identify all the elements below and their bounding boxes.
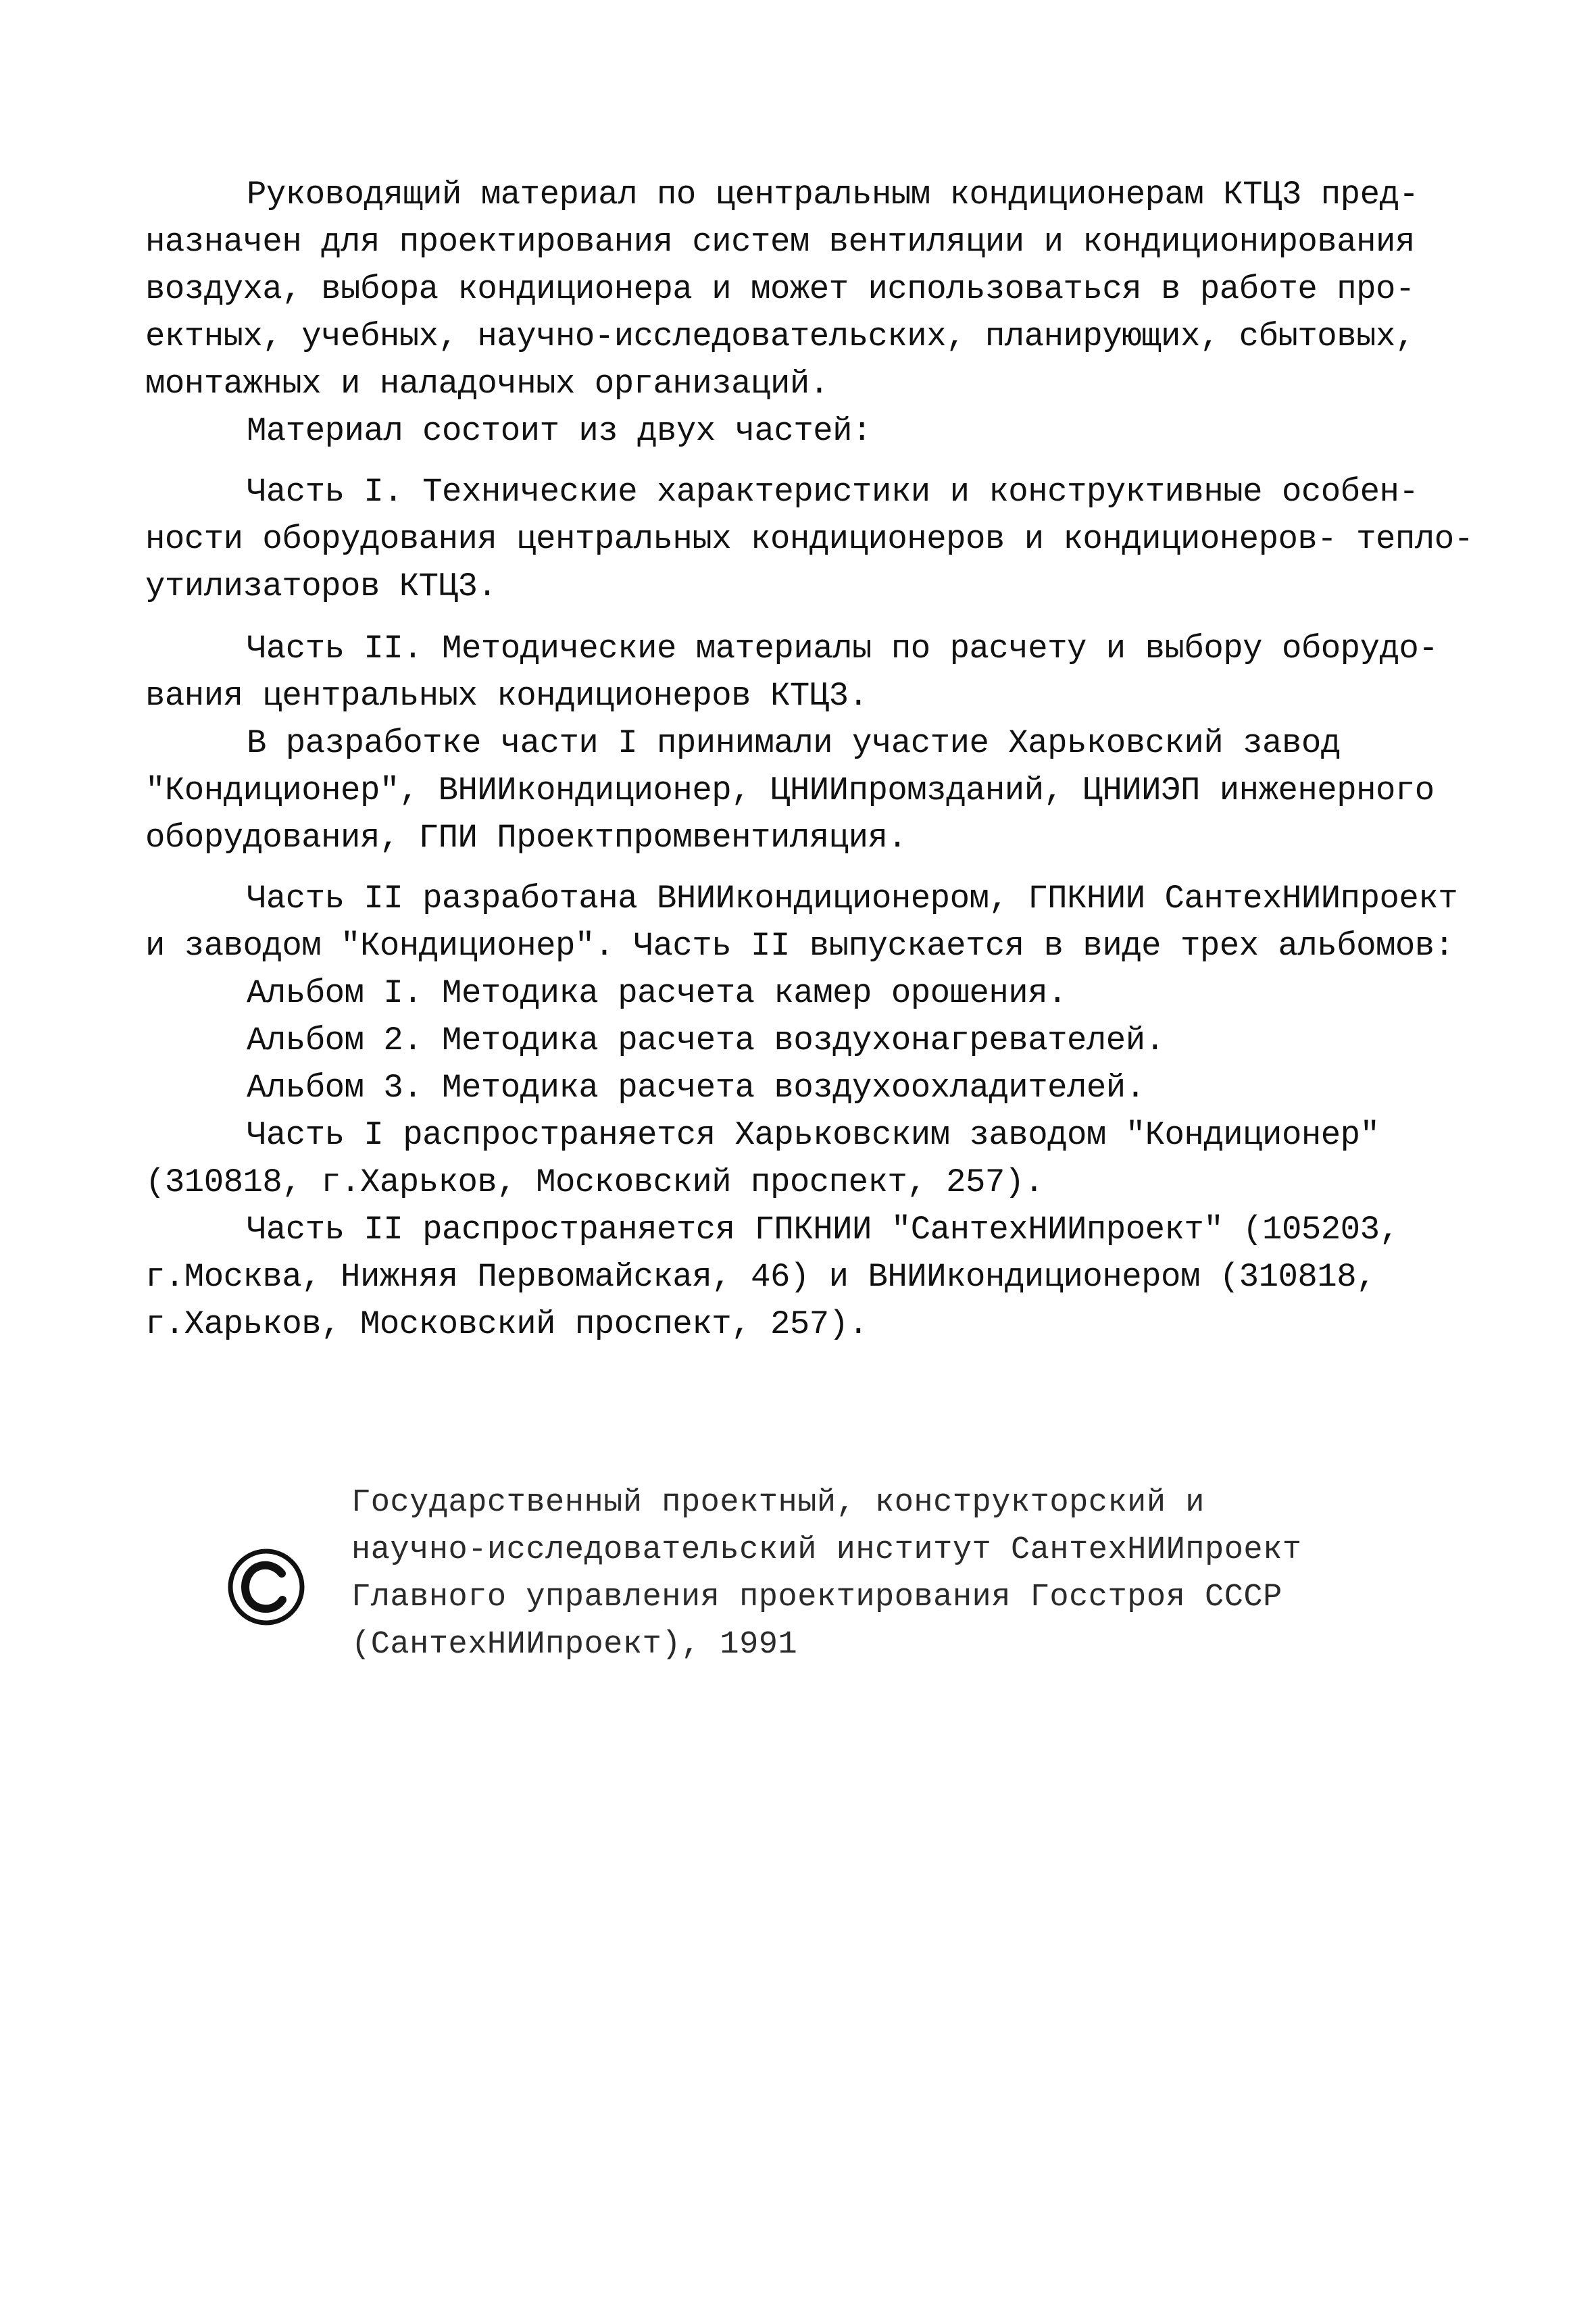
text-line: (310818, г.Харьков, Московский проспект, 257).	[145, 1163, 1044, 1201]
copyright-icon	[226, 1547, 306, 1627]
text-line: Часть I. Технические характеристики и конструктивные особен-	[247, 473, 1419, 511]
text-line: г.Харьков, Московский проспект, 257).	[145, 1305, 868, 1343]
text-line: утилизаторов КТЦ3.	[145, 568, 497, 605]
text-line: Часть I распространяется Харьковским заводом "Кондиционер"	[247, 1116, 1380, 1154]
text-line: и заводом "Кондиционер". Часть II выпускается в виде трех альбомов:	[145, 927, 1454, 965]
text-line: В разработке части I принимали участие Харьковский завод	[247, 724, 1341, 762]
text-line: Руководящий материал по центральным кондиционерам КТЦ3 пред-	[247, 176, 1419, 213]
text-line: вания центральных кондиционеров КТЦ3.	[145, 677, 868, 715]
text-line: "Кондиционер", ВНИИкондиционер, ЦНИИпромзданий, ЦНИИЭП инженерного	[145, 772, 1435, 809]
text-line: воздуха, выбора кондиционера и может использоваться в работе про-	[145, 270, 1415, 308]
text-line: ектных, учебных, научно-исследовательских, планирующих, сбытовых,	[145, 318, 1415, 355]
text-line: ности оборудования центральных кондиционеров и кондиционеров- тепло-	[145, 520, 1474, 558]
copyright-line: Государственный проектный, конструкторский и	[351, 1485, 1205, 1521]
text-line: Часть II разработана ВНИИкондиционером, ГПКНИИ СантехНИИпроект	[247, 880, 1458, 917]
text-line: Альбом I. Методика расчета камер орошения.	[247, 974, 1068, 1012]
text-line: оборудования, ГПИ Проектпромвентиляция.	[145, 819, 907, 857]
text-line: Часть II. Методические материалы по расчету и выбору оборудо-	[247, 630, 1439, 668]
text-line: Альбом 2. Методика расчета воздухонагревателей.	[247, 1022, 1165, 1059]
text-line: Альбом 3. Методика расчета воздухоохладителей.	[247, 1069, 1145, 1107]
text-line: монтажных и наладочных организаций.	[145, 365, 829, 403]
text-line: назначен для проектирования систем вентиляции и кондиционирования	[145, 223, 1415, 261]
copyright-line: научно-исследовательский институт СантехНИИпроект	[351, 1532, 1302, 1568]
copyright-line: (СантехНИИпроект), 1991	[351, 1627, 798, 1663]
text-line: Часть II распространяется ГПКНИИ "СантехНИИпроект" (105203,	[247, 1211, 1399, 1249]
copyright-line: Главного управления проектирования Госстроя СССР	[351, 1580, 1282, 1615]
text-line: г.Москва, Нижняя Первомайская, 46) и ВНИИкондиционером (310818,	[145, 1258, 1376, 1296]
text-line: Материал состоит из двух частей:	[247, 412, 872, 450]
